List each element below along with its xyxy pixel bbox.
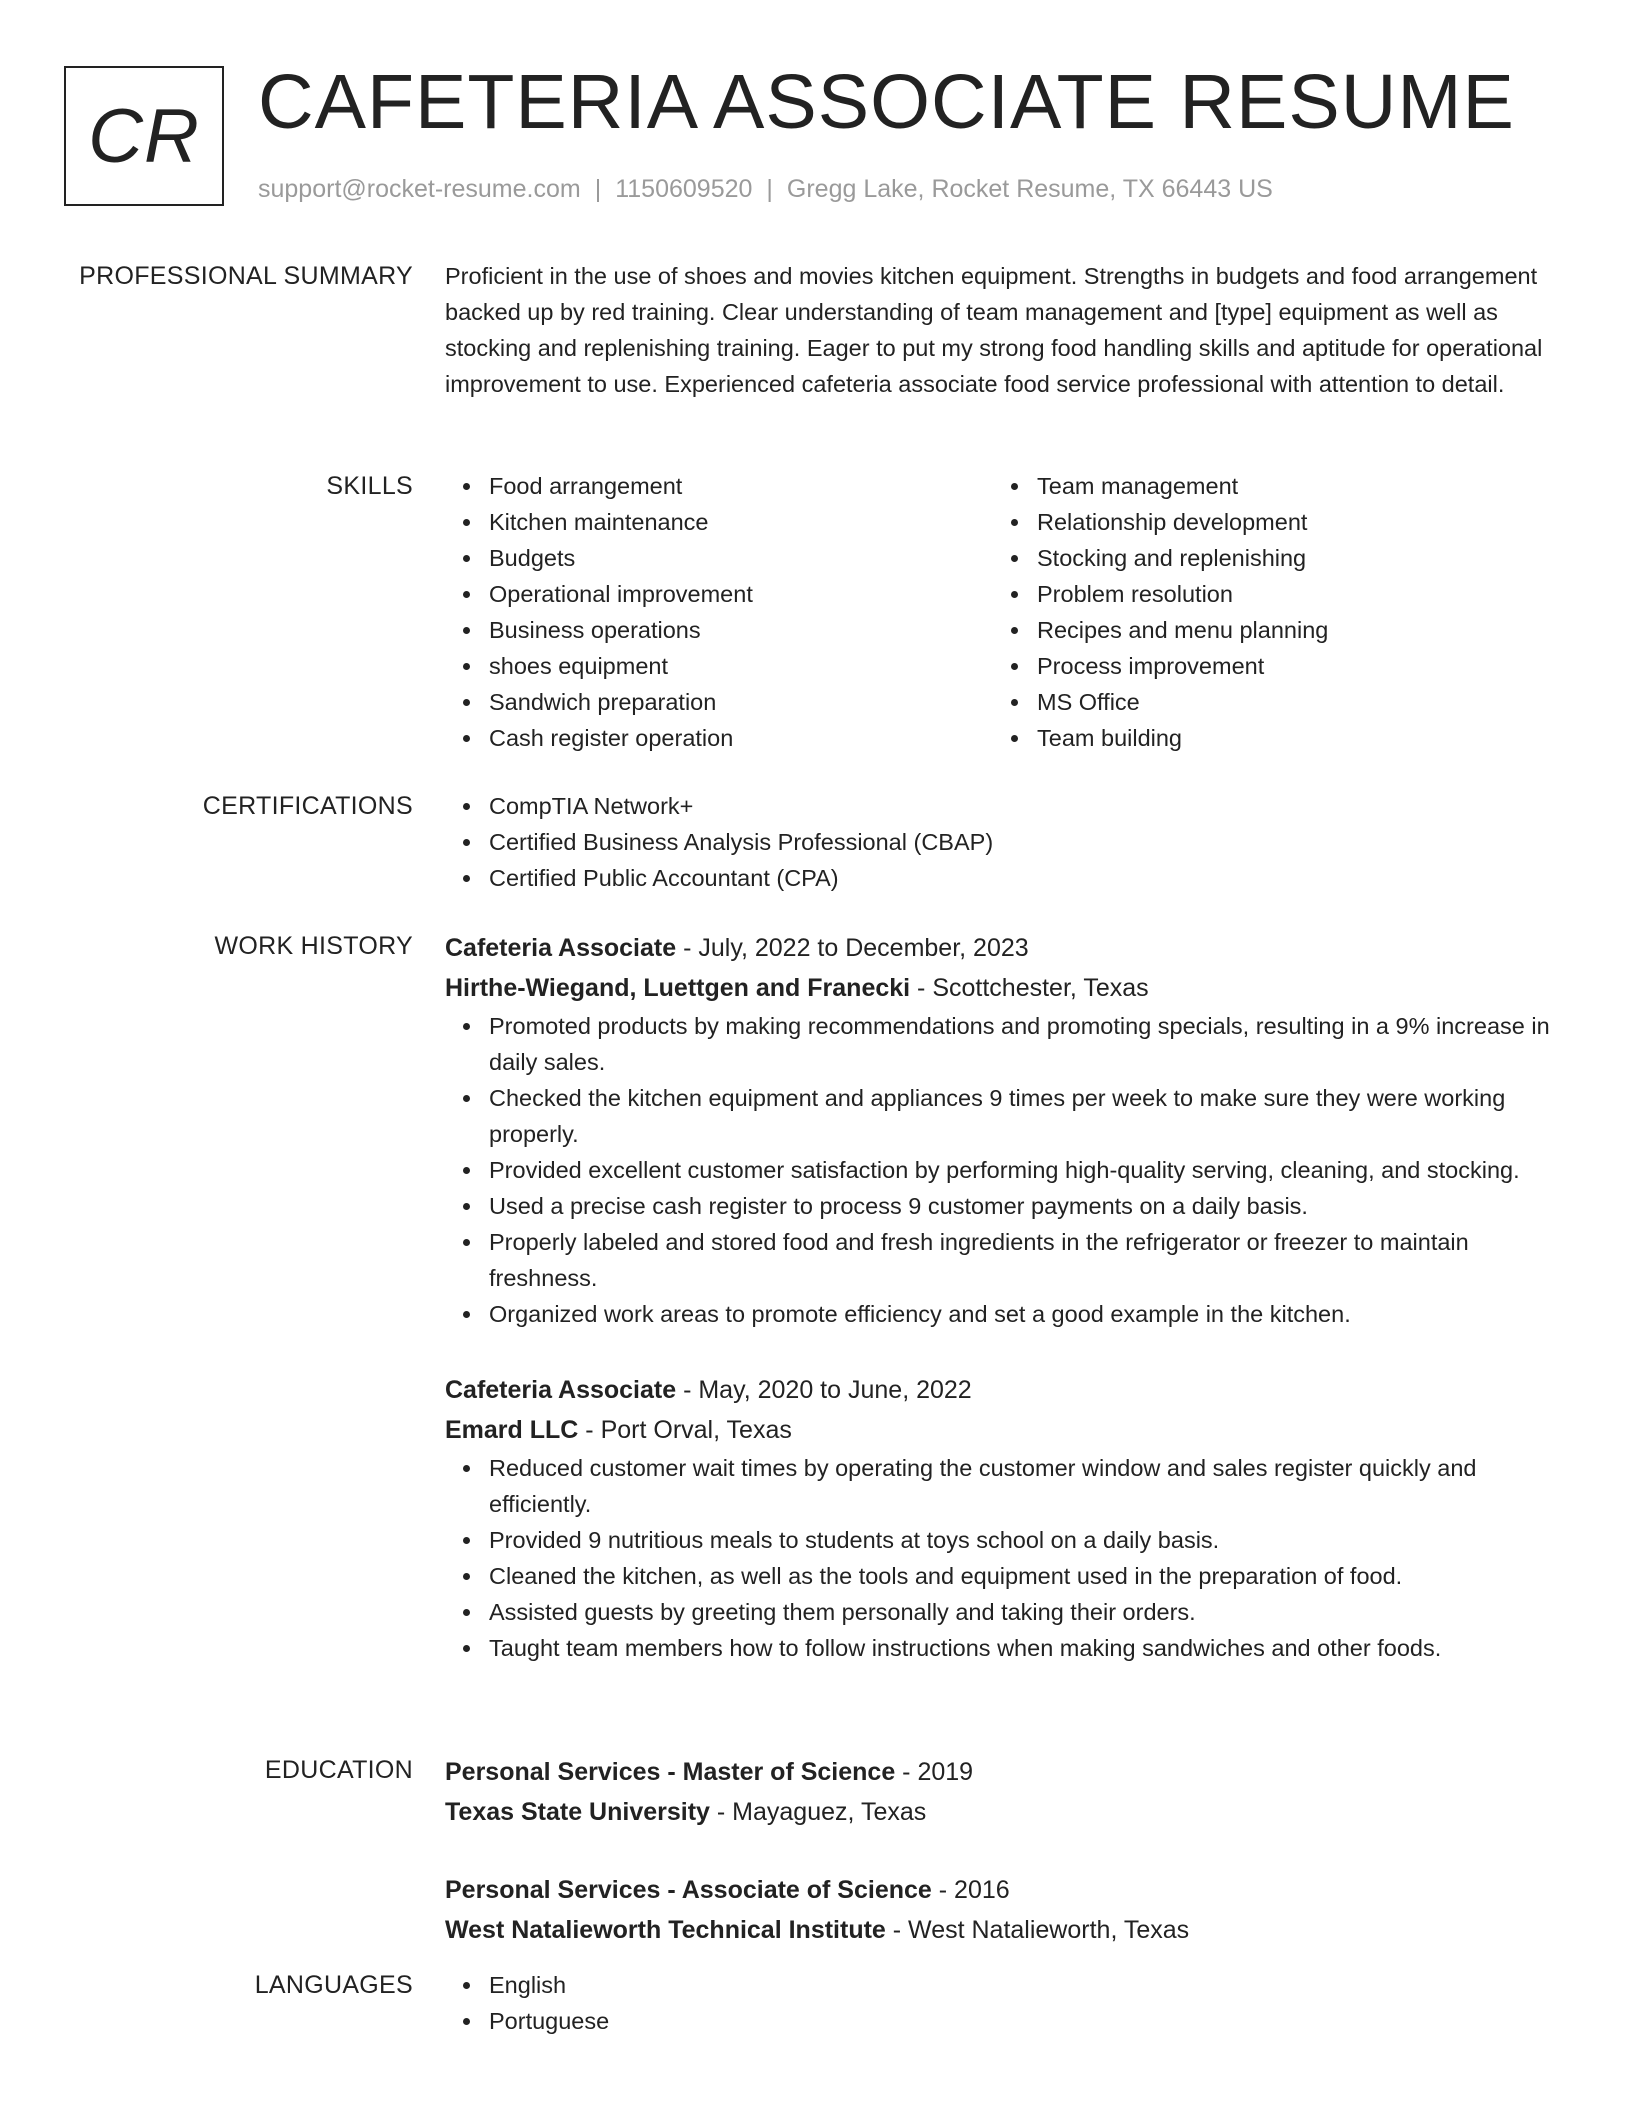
job-bullet: Assisted guests by greeting them personally and taking their orders. [445,1594,1555,1630]
job-bullet: Used a precise cash register to process 9 customer payments on a daily basis. [445,1188,1555,1224]
skill-item: Sandwich preparation [445,684,993,720]
skill-item: Team building [993,720,1541,756]
job-title: Cafeteria Associate [445,1376,677,1404]
job-bullets [445,1450,1555,1666]
language-item: English [445,1967,1555,2003]
certification-item: Certified Business Analysis Professional (CBAP) [445,824,1555,860]
languages-list [445,1967,1555,2039]
contact-email[interactable]: support@rocket-resume.com [258,175,581,203]
language-item: Portuguese [445,2003,1555,2039]
school-location: - West Natalieworth, Texas [885,1916,1190,1944]
monogram-logo [64,66,224,206]
job-bullet: Taught team members how to follow instructions when making sandwiches and other foods. [445,1630,1555,1666]
skill-item: Team management [993,468,1541,504]
skill-item: Budgets [445,540,993,576]
school: West Natalieworth Technical Institute [445,1916,886,1944]
skills-list-right [993,468,1541,756]
section-heading: LANGUAGES [254,1971,413,1999]
job-bullet: Checked the kitchen equipment and appliances 9 times per week to make sure they were working properly. [445,1080,1555,1152]
section-heading: CERTIFICATIONS [202,792,413,820]
job-location: - Scottchester, Texas [910,974,1149,1002]
job-bullet: Provided 9 nutritious meals to students at toys school on a daily basis. [445,1522,1555,1558]
section-heading: EDUCATION [264,1756,413,1784]
work-history-body [445,928,1555,1666]
job-bullet: Provided excellent customer satisfaction by performing high-quality serving, cleaning, and stocking. [445,1152,1555,1188]
job-bullet: Organized work areas to promote efficiency and set a good example in the kitchen. [445,1296,1555,1332]
job-title-line [445,928,1555,968]
job-entry [445,1370,1555,1666]
job-dates: - July, 2022 to December, 2023 [676,934,1029,962]
degree: Personal Services - Associate of Science [445,1876,932,1904]
certification-item: Certified Public Accountant (CPA) [445,860,1555,896]
certifications-list [445,788,1555,896]
certifications-body [445,788,1555,896]
contact-line [258,174,1273,204]
job-bullet: Properly labeled and stored food and fresh ingredients in the refrigerator or freezer to maintain freshness. [445,1224,1555,1296]
section-heading: PROFESSIONAL SUMMARY [79,262,413,290]
education-entry [445,1870,1555,1950]
skill-item: Kitchen maintenance [445,504,993,540]
skill-item: Cash register operation [445,720,993,756]
job-dates: - May, 2020 to June, 2022 [676,1376,972,1404]
job-bullet: Cleaned the kitchen, as well as the tools and equipment used in the preparation of food. [445,1558,1555,1594]
degree-year: - 2016 [931,1876,1010,1904]
skills-body [445,468,1555,756]
degree-line [445,1870,1555,1910]
school-line [445,1792,1555,1832]
skill-item: shoes equipment [445,648,993,684]
skill-item: Problem resolution [993,576,1541,612]
skills-list-left [445,468,993,756]
job-title: Cafeteria Associate [445,934,677,962]
summary-text: Proficient in the use of shoes and movies kitchen equipment. Strengths in budgets and food arrangement backed up by red training. Clear understanding of team management and [type] equipment as well as stocking and replenishing training. Eager to put my strong food handling skills and aptitude for operational improvement to use. Experienced cafeteria associate food service professional with attention to detail. [445,263,1543,397]
job-bullets [445,1008,1555,1332]
skill-item: Food arrangement [445,468,993,504]
job-company: Emard LLC [445,1416,579,1444]
skill-item: Stocking and replenishing [993,540,1541,576]
degree: Personal Services - Master of Science [445,1758,896,1786]
job-entry [445,928,1555,1332]
education-entry [445,1752,1555,1832]
skills-grid [445,468,1555,756]
summary-body [445,258,1555,402]
job-bullet: Promoted products by making recommendations and promoting specials, resulting in a 9% increase in daily sales. [445,1008,1555,1080]
education-body [445,1752,1555,1950]
school-line [445,1910,1555,1950]
school: Texas State University [445,1798,710,1826]
monogram-initials: CR [88,93,200,179]
job-bullet: Reduced customer wait times by operating the customer window and sales register quickly and efficiently. [445,1450,1555,1522]
skill-item: MS Office [993,684,1541,720]
job-company-line [445,968,1555,1008]
school-location: - Mayaguez, Texas [709,1798,927,1826]
contact-phone[interactable]: 1150609520 [615,175,753,203]
degree-year: - 2019 [895,1758,974,1786]
job-company: Hirthe-Wiegand, Luettgen and Franecki [445,974,911,1002]
languages-body [445,1967,1555,2039]
job-company-line [445,1410,1555,1450]
degree-line [445,1752,1555,1792]
contact-address: Gregg Lake, Rocket Resume, TX 66443 US [786,175,1273,203]
job-location: - Port Orval, Texas [578,1416,792,1444]
skill-item: Recipes and menu planning [993,612,1541,648]
job-title-line [445,1370,1555,1410]
section-heading: SKILLS [326,472,413,500]
contact-separator: | [766,175,773,203]
skill-item: Business operations [445,612,993,648]
skill-item: Process improvement [993,648,1541,684]
section-heading: WORK HISTORY [214,932,413,960]
contact-separator: | [594,175,602,203]
resume-title: CAFETERIA ASSOCIATE RESUME [258,59,1515,145]
skill-item: Operational improvement [445,576,993,612]
skill-item: Relationship development [993,504,1541,540]
certification-item: CompTIA Network+ [445,788,1555,824]
